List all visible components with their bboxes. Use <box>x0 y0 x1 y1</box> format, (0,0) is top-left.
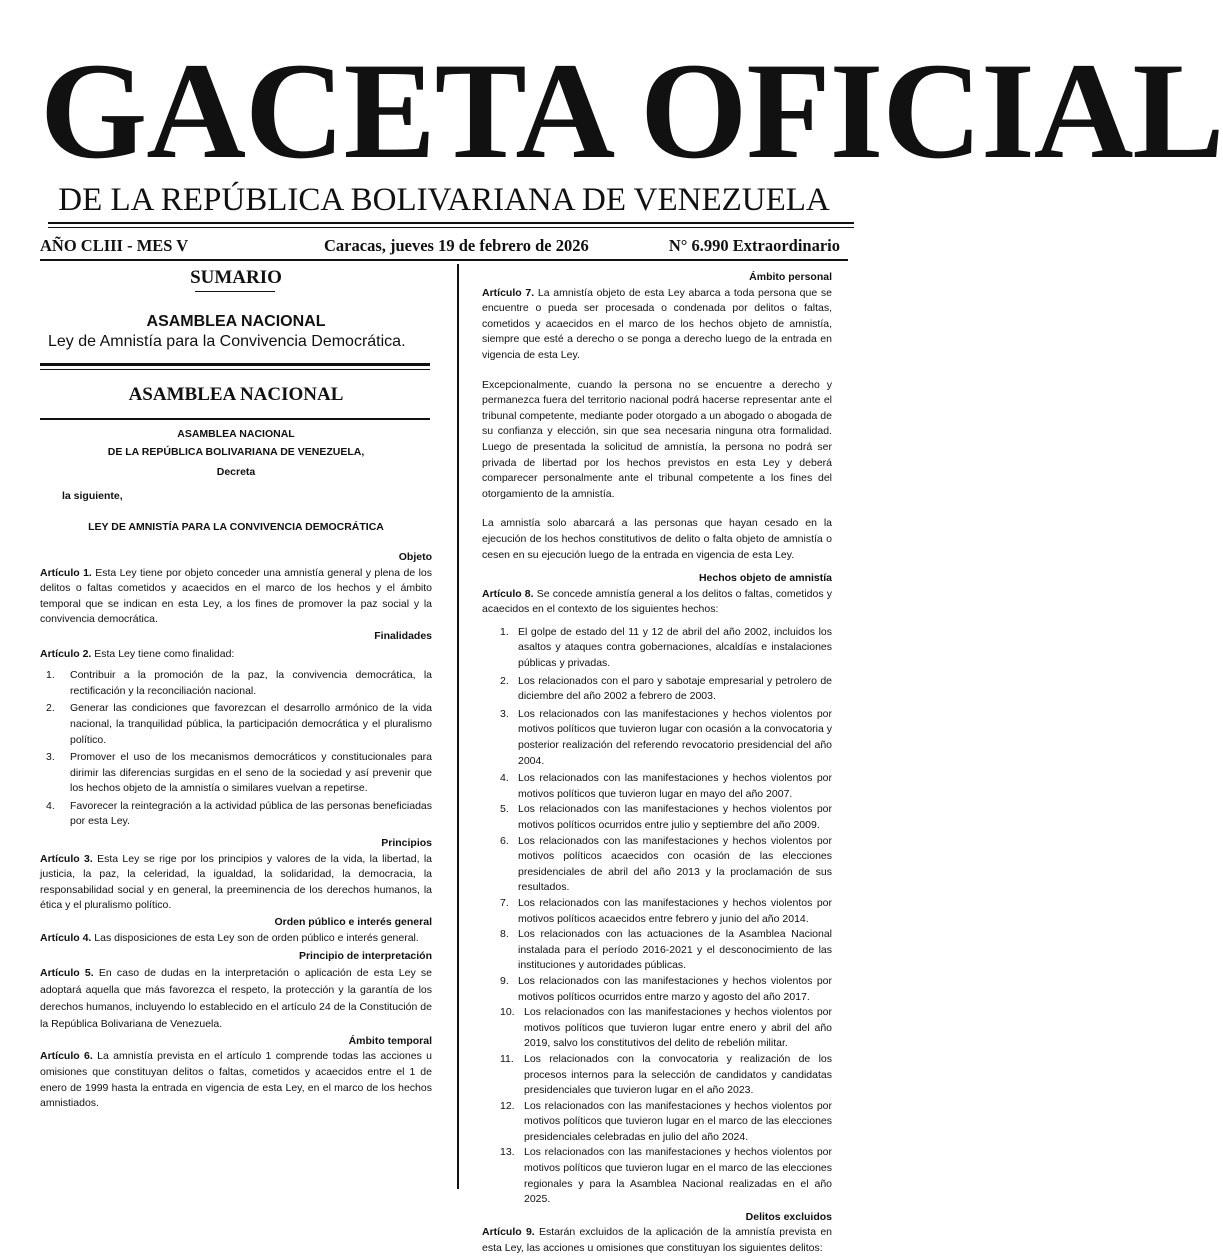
article-3 <box>40 852 432 914</box>
assembly-line: ASAMBLEA NACIONAL <box>177 428 295 440</box>
right-column <box>482 270 832 1257</box>
article-5-text: En caso de dudas en la interpretación o aplicación de esta Ley se adoptará aquella que más favorezca el respeto, la protección y la garantía de los derechos humanos, incluyendo lo establecido en el artículo 24 de la Constitución de la República Bolivariana de Venezuela. <box>40 966 432 1030</box>
list-item: 2. Los relacionados con el paro y sabotaje empresarial y petrolero de diciembre del año 2002 a febrero de 2003. <box>500 674 832 703</box>
list-item: 13. Los relacionados con las manifestaciones y hechos violentos por motivos políticos que tuvieron lugar en el marco de las elecciones regionales y para la Asamblea Nacional realizadas en el año 2025. <box>500 1146 832 1206</box>
article-3-text: Esta Ley se rige por los principios y valores de la vida, la libertad, la justicia, la paz, la celeridad, la igualdad, la solidaridad, la democracia, la responsabilidad social y en general, la preeminencia de los derechos humanos, la ética y el pluralismo político. <box>40 852 433 912</box>
list-item: 1. Contribuir a la promoción de la paz, la convivencia democrática, la rectificación y la reconciliación nacional. <box>46 669 432 697</box>
heading-objeto: Objeto <box>398 550 432 563</box>
heading-orden-publico: Orden público e interés general <box>274 916 432 929</box>
article-7-text: La amnistía objeto de esta Ley abarca a toda persona que se encuentre o pueda ser procesada o condenada por delitos o faltas, cometidos y acaecidos en el marco de los hechos objeto de amnistía, siempre que esté a derecho o se ponga a derecho luego de la entrada en vigencia de esta Ley. <box>482 286 832 361</box>
summary-underline <box>195 291 275 292</box>
article-4 <box>40 931 432 947</box>
article-2-label: Artículo 2. <box>40 647 92 660</box>
column-divider <box>457 264 459 1189</box>
article-7-paragraph-2: Excepcionalmente, cuando la persona no se encuentre a derecho y permanezca fuera del territorio nacional podrá hacerse representar ante el tribunal competente, mediante poder otorgado a un abogado o abogada de su confianza y elección, sin que sea necesaria ninguna otra formalidad. Luego de presentada la solicitud de amnistía, la persona no podrá ser privada de libertad por los hechos previstos en esta Ley y deberá comparecer personalmente ante el tribunal competente a los fines del otorgamiento de la amnistía. <box>482 378 832 500</box>
section-rule <box>40 418 430 420</box>
article-8-text: Se concede amnistía general a los delitos o faltas, cometidos y acaecidos en el contexto de los siguientes hechos: <box>482 587 832 616</box>
list-item: 3. Los relacionados con las manifestaciones y hechos violentos por motivos políticos que tuvieron lugar con ocasión a la convocatoria y posterior realización del referendo revocatorio presidencial del año 2004. <box>500 707 833 767</box>
heading-finalidades: Finalidades <box>374 629 432 642</box>
heading-ambito-personal: Ámbito personal <box>749 271 832 283</box>
article-4-label: Artículo 4. <box>40 931 92 944</box>
article-5 <box>40 965 432 1033</box>
article-8-label: Artículo 8. <box>482 587 534 600</box>
summary-rule-thin <box>40 369 430 370</box>
article-3-label: Artículo 3. <box>40 852 93 865</box>
article-7 <box>482 286 832 364</box>
heading-principios: Principios <box>381 837 432 850</box>
section-heading: ASAMBLEA NACIONAL <box>128 384 344 405</box>
article-2-text: Esta Ley tiene como finalidad: <box>91 647 235 660</box>
article-2-list <box>40 668 432 830</box>
heading-interpretacion: Principio de interpretación <box>298 950 432 963</box>
list-item: 10. Los relacionados con las manifestaciones y hechos violentos por motivos políticos que tuvieron lugar entre enero y abril del año 2019, salvo los constitutivos del delito de rebelión militar. <box>500 1006 832 1050</box>
decree-line: Decreta <box>216 466 256 479</box>
summary-rule-thick <box>40 363 430 366</box>
list-item: 12. Los relacionados con las manifestaciones y hechos violentos por motivos políticos que tuvieron lugar en el marco de las elecciones presidenciales celebradas en julio del año 2024. <box>500 1099 832 1143</box>
list-item: 9. Los relacionados con las manifestaciones y hechos violentos por motivos políticos ocurridos entre marzo y agosto del año 2017. <box>500 974 832 1003</box>
list-item: 11. Los relacionados con la convocatoria y realización de los procesos internos para la selección de candidatos y candidatas presidenciales que tuvieron lugar en el año 2023. <box>500 1052 832 1097</box>
article-2 <box>40 647 432 663</box>
article-5-label: Artículo 5. <box>40 966 94 979</box>
following-line: la siguiente, <box>62 489 123 502</box>
summary-heading: SUMARIO <box>190 267 282 288</box>
dateline-rule <box>40 259 848 261</box>
list-item: 2. Generar las condiciones que favorezcan el desarrollo armónico de la vida nacional, la tranquilidad pública, la participación democrática y el pluralismo político. <box>46 702 432 746</box>
issue-date: Caracas, jueves 19 de febrero de 2026 <box>324 236 589 255</box>
article-4-text: Las disposiciones de esta Ley son de orden público e interés general. <box>91 931 419 944</box>
masthead-rule-thick <box>48 222 854 224</box>
list-item: 4. Favorecer la reintegración a la actividad pública de las personas beneficiadas por esta Ley. <box>46 799 432 828</box>
article-1-text: Esta Ley tiene por objeto conceder una amnistía general y plena de los delitos o faltas cometidos y acaecidos en el marco de los hechos y el ámbito temporal que se indican en esta Ley, a los fines de promover la paz social y la convivencia democrática. <box>40 566 432 626</box>
law-title: LEY DE AMNISTÍA PARA LA CONVIVENCIA DEMOCRÁTICA <box>88 521 384 534</box>
article-7-paragraph-3: La amnistía solo abarcará a las personas que hayan cesado en la ejecución de los hechos constitutivos de delito o falta objeto de amnistía o cesen en su ejecución luego de la entrada en vigencia de esta Ley. <box>482 517 832 561</box>
masthead-rule-thin <box>48 227 854 228</box>
article-1 <box>40 566 432 628</box>
article-1-label: Artículo 1. <box>40 566 92 579</box>
republic-line: DE LA REPÚBLICA BOLIVARIANA DE VENEZUELA, <box>107 445 365 458</box>
list-item: 8. Los relacionados con las actuaciones de la Asamblea Nacional instalada para el período 2016-2021 y el desconocimiento de las instituciones y autoridades públicas. <box>500 928 832 972</box>
issue-number: N° 6.990 Extraordinario <box>668 236 840 255</box>
article-6 <box>40 1049 432 1111</box>
article-6-label: Artículo 6. <box>40 1050 93 1063</box>
article-9-label: Artículo 9. <box>482 1226 535 1239</box>
article-9 <box>482 1225 832 1256</box>
list-item: 4. Los relacionados con las manifestaciones y hechos violentos por motivos políticos que tuvieron lugar en mayo del año 2007. <box>500 772 832 800</box>
heading-delitos-excluidos: Delitos excluidos <box>745 1210 832 1223</box>
gazette-subtitle: DE LA REPÚBLICA BOLIVARIANA DE VENEZUELA <box>58 182 830 218</box>
list-item: 6. Los relacionados con las manifestaciones y hechos violentos por motivos políticos acaecidos con ocasión de las elecciones presidenciales de abril del año 2013 y la proclamación de sus resultados. <box>500 834 832 894</box>
article-6-text: La amnistía prevista en el artículo 1 comprende todas las acciones u omisiones que constituyan delitos o faltas, cometidos y acaecidos entre el 1 de enero de 1999 hasta la entrada en vigencia de esta Ley, en el marco de los hechos amnistiados. <box>40 1050 432 1110</box>
list-item: 5. Los relacionados con las manifestaciones y hechos violentos por motivos políticos ocurridos entre julio y septiembre del año 2009. <box>500 803 832 831</box>
article-8-list <box>482 625 832 1208</box>
left-column <box>40 266 432 1112</box>
heading-hechos: Hechos objeto de amnistía <box>698 572 832 585</box>
article-9-text: Estarán excluidos de la aplicación de la amnistía prevista en esta Ley, las acciones u omisiones que constituyan los siguientes delitos: <box>482 1226 832 1255</box>
year-month: AÑO CLIII - MES V <box>40 236 189 255</box>
summary-item: Ley de Amnistía para la Convivencia Democrática. <box>48 333 406 350</box>
heading-ambito-temporal: Ámbito temporal <box>348 1034 432 1047</box>
article-7-label: Artículo 7. <box>482 286 535 299</box>
article-8 <box>482 587 832 618</box>
summary-org: ASAMBLEA NACIONAL <box>146 313 326 330</box>
list-item: 3. Promover el uso de los mecanismos democráticos y constitucionales para dirimir las diferencias surgidas en el seno de la sociedad y así prevenir que los hechos objeto de la amnistía o similares vuelvan a repetirse. <box>46 751 432 795</box>
list-item: 1. El golpe de estado del 11 y 12 de abril del año 2002, incluidos los asaltos y ataques contra gobernaciones, alcaldías e instalaciones públicas y privadas. <box>500 625 832 670</box>
gazette-title: GACETA OFICIAL <box>40 34 1223 187</box>
list-item: 7. Los relacionados con las manifestaciones y hechos violentos por motivos políticos acaecidos entre febrero y junio del año 2014. <box>500 896 832 925</box>
